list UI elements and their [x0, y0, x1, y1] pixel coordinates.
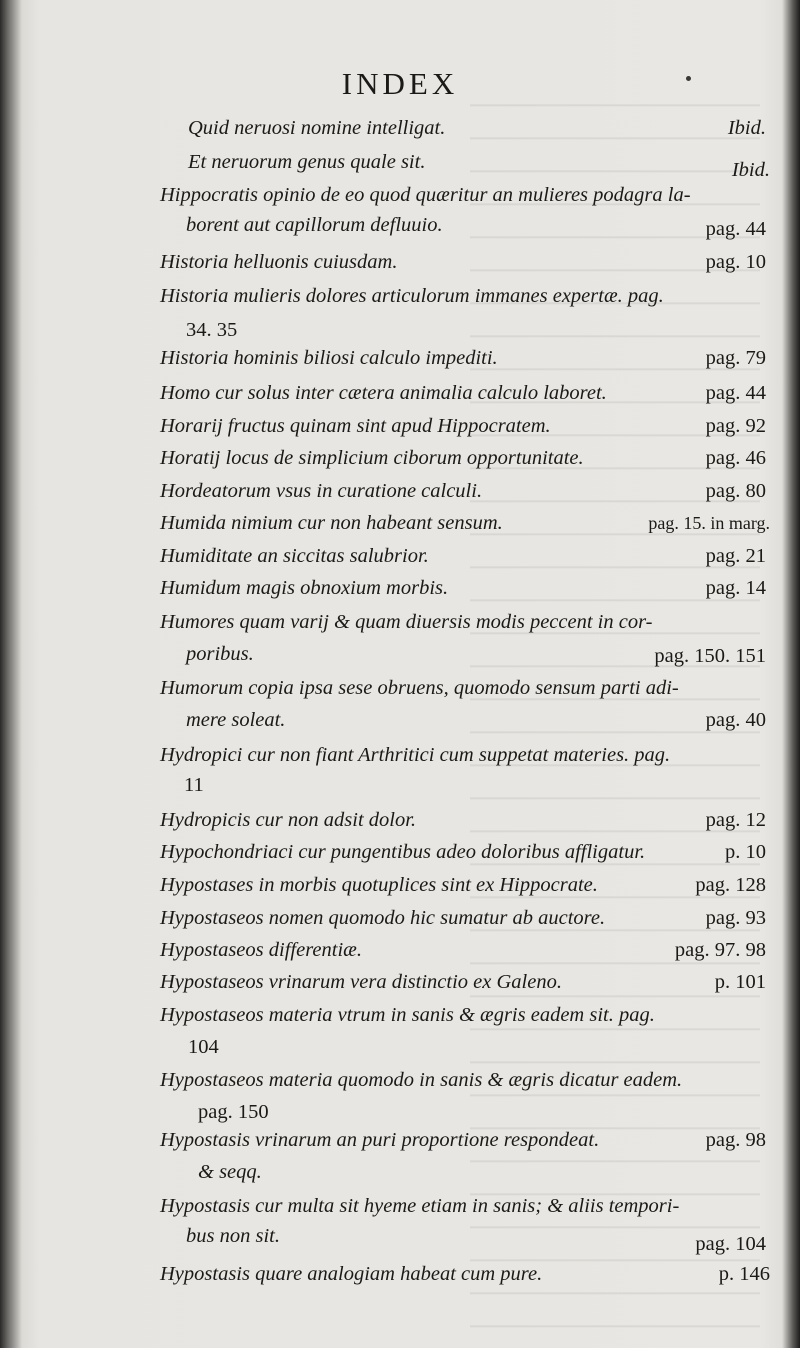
entry-text: Humiditate an siccitas salubrior. — [160, 545, 429, 567]
entry-text: Hydropicis cur non adsit dolor. — [160, 809, 417, 831]
entry-page: pag. 98 — [705, 1129, 766, 1151]
edge-shadow — [782, 0, 800, 1348]
entry-page: pag. 14 — [705, 577, 766, 599]
entry-page: pag. 10 — [705, 251, 766, 273]
entry-text-continued: borent aut capillorum defluuio. — [186, 214, 443, 236]
entry-page: pag. 44 — [705, 218, 766, 240]
entry-page: pag. 44 — [705, 382, 766, 404]
ink-dot — [686, 76, 691, 81]
entry-page: pag. 21 — [705, 545, 766, 567]
entry-text: Hypostasis cur multa sit hyeme etiam in sanis; & aliis tempori- — [160, 1195, 680, 1217]
entry-page-continued: 34. 35 — [186, 319, 238, 341]
entry-text: Historia helluonis cuiusdam. — [160, 251, 398, 273]
entry-text: Hypostaseos materia vtrum in sanis & ægris eadem sit. pag. — [160, 1004, 655, 1026]
entry-page-continued: 11 — [184, 774, 204, 796]
entry-page: Ibid. — [731, 159, 770, 181]
entry-text: Humorum copia ipsa sese obruens, quomodo sensum parti adi- — [160, 677, 679, 699]
entry-page: pag. 12 — [705, 809, 766, 831]
entry-text: Hypostasis vrinarum an puri proportione respondeat. — [160, 1129, 600, 1151]
entry-text: Humida nimium cur non habeant sensum. — [160, 512, 503, 534]
entry-text: Hordeatorum vsus in curatione calculi. — [160, 480, 483, 502]
page-title: INDEX — [341, 66, 459, 101]
entry-page: pag. 150. 151 — [654, 645, 766, 667]
entry-text-continued: poribus. — [186, 643, 254, 665]
entry-page-continued: pag. 150 — [198, 1101, 269, 1123]
entry-page: pag. 79 — [705, 347, 766, 369]
entry-page: p. 101 — [714, 971, 766, 993]
entry-text: Hypostases in morbis quotuplices sint ex Hippocrate. — [160, 874, 598, 896]
entry-page: pag. 128 — [695, 874, 766, 896]
entry-text: Horatij locus de simplicium ciborum opportunitate. — [160, 447, 584, 469]
entry-text: Humidum magis obnoxium morbis. — [160, 577, 449, 599]
entry-text: Humores quam varij & quam diuersis modis peccent in cor- — [160, 611, 653, 633]
entry-text: Hypochondriaci cur pungentibus adeo doloribus affligatur. — [160, 841, 646, 863]
entry-page: pag. 97. 98 — [674, 939, 766, 961]
entry-text: Historia hominis biliosi calculo impediti. — [160, 347, 498, 369]
entry-text: Hypostasis quare analogiam habeat cum pure. — [160, 1263, 543, 1285]
entry-page: pag. 46 — [705, 447, 766, 469]
entry-text-continued: & seqq. — [198, 1161, 262, 1183]
entry-text: Quid neruosi nomine intelligat. — [188, 117, 446, 139]
entry-page: pag. 93 — [705, 907, 766, 929]
entry-text: Hypostaseos vrinarum vera distinctio ex Galeno. — [160, 971, 562, 993]
entry-page-continued: 104 — [188, 1036, 219, 1058]
entry-page: pag. 80 — [705, 480, 766, 502]
entry-text: Horarij fructus quinam sint apud Hippocratem. — [160, 415, 551, 437]
entry-text: Et neruorum genus quale sit. — [188, 151, 426, 173]
gutter-shadow — [0, 0, 22, 1348]
entry-text: Hypostaseos differentiæ. — [160, 939, 362, 961]
entry-text: Hippocratis opinio de eo quod quæritur an mulieres podagra la- — [160, 184, 691, 206]
entry-text: Hypostaseos nomen quomodo hic sumatur ab auctore. — [160, 907, 606, 929]
entry-page: p. 146 — [718, 1263, 770, 1285]
entry-text: Historia mulieris dolores articulorum immanes expertæ. pag. — [160, 285, 664, 307]
entry-text: Hydropici cur non fiant Arthritici cum suppetat materies. pag. — [160, 744, 671, 766]
entry-page: pag. 104 — [695, 1233, 766, 1255]
entry-page: pag. 40 — [705, 709, 766, 731]
entry-page: Ibid. — [727, 117, 766, 139]
entry-text-continued: mere soleat. — [186, 709, 286, 731]
entry-page: p. 10 — [725, 841, 766, 863]
entry-text: Homo cur solus inter cætera animalia calculo laboret. — [160, 382, 607, 404]
entry-text: Hypostaseos materia quomodo in sanis & ægris dicatur eadem. — [160, 1069, 683, 1091]
entry-page: pag. 15. in marg. — [648, 513, 770, 533]
entry-page: pag. 92 — [705, 415, 766, 437]
entry-text-continued: bus non sit. — [186, 1225, 280, 1247]
